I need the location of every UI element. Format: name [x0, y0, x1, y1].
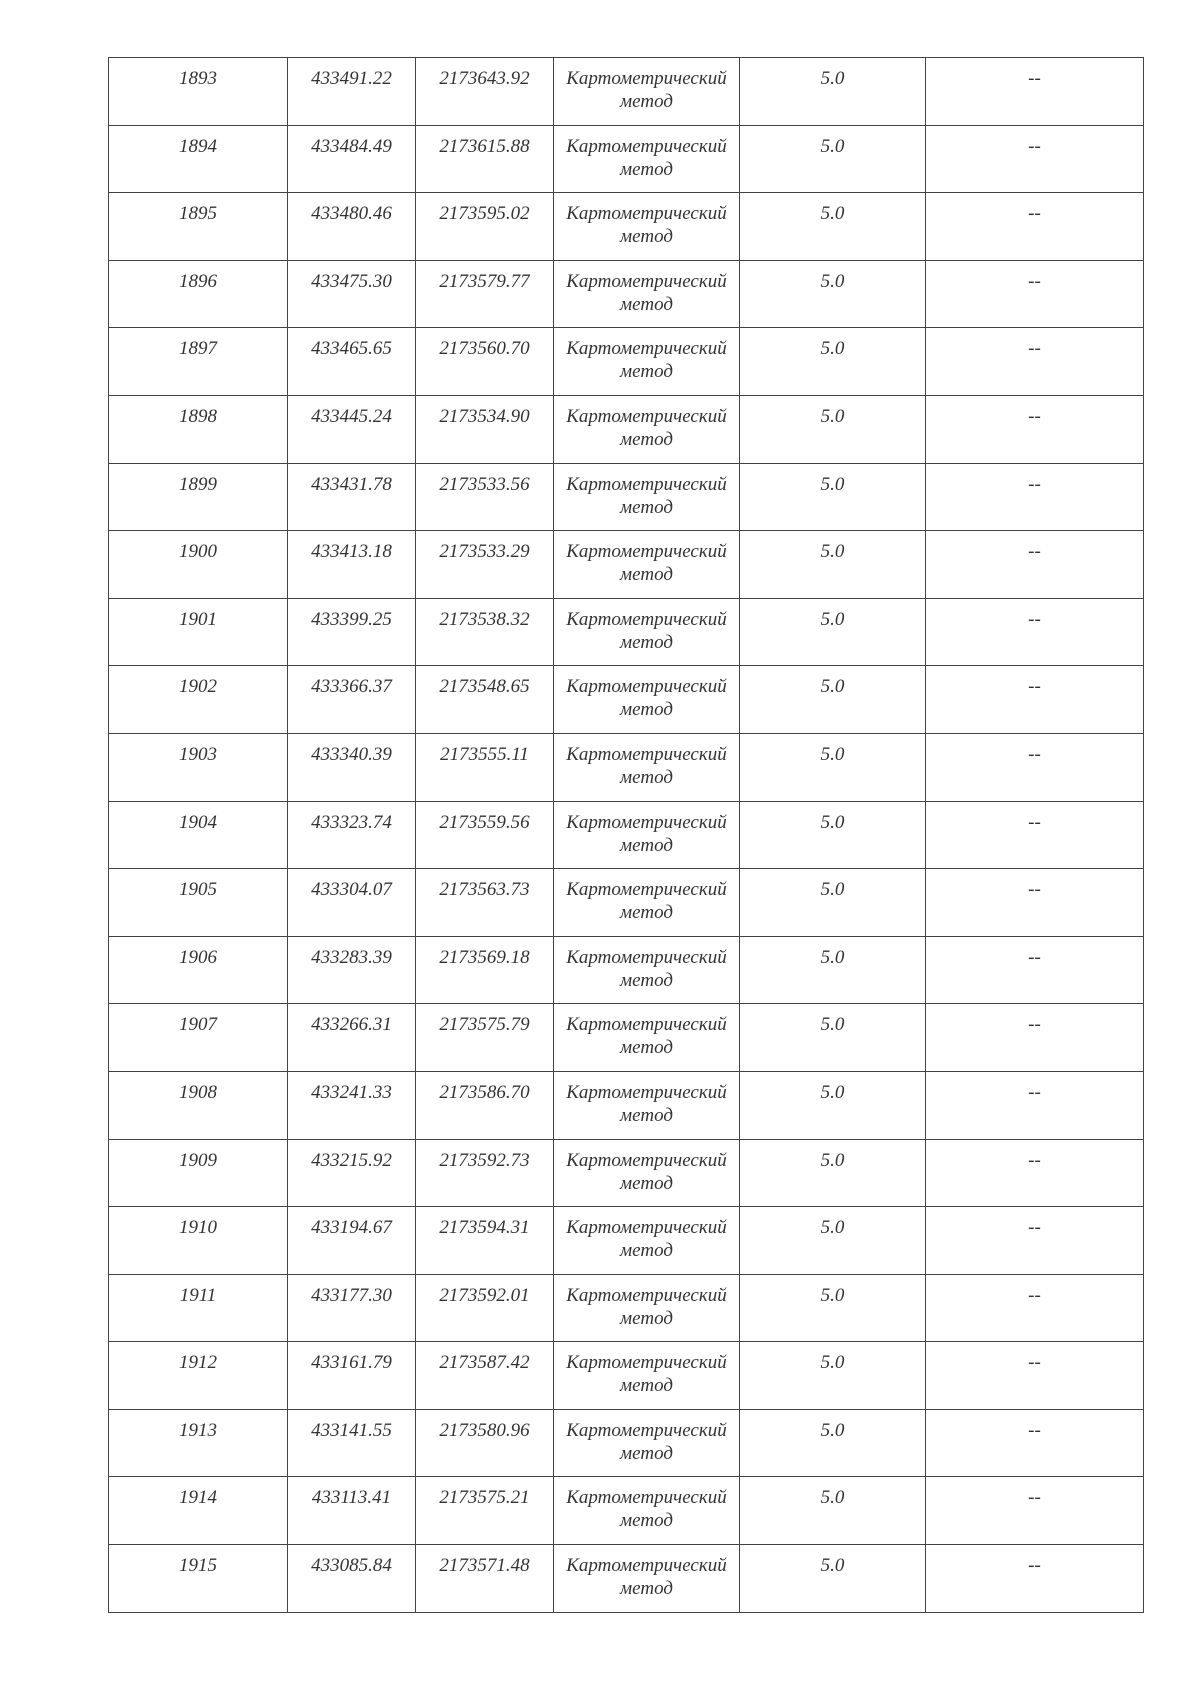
table-row — [109, 328, 1144, 396]
cell-accuracy: 5.0 — [740, 1545, 926, 1613]
cell-accuracy: 5.0 — [740, 58, 926, 126]
cell-x-coordinate: 433413.18 — [288, 531, 416, 599]
cell-point-number: 1905 — [109, 869, 288, 937]
cell-y-coordinate: 2173555.11 — [416, 733, 554, 801]
cell-accuracy: 5.0 — [740, 328, 926, 396]
table-row — [109, 869, 1144, 937]
cell-method: Картометрический метод — [554, 598, 740, 666]
table-row — [109, 733, 1144, 801]
cell-accuracy: 5.0 — [740, 1342, 926, 1410]
cell-point-number: 1902 — [109, 666, 288, 734]
cell-method: Картометрический метод — [554, 801, 740, 869]
cell-point-number: 1904 — [109, 801, 288, 869]
cell-note: -- — [926, 733, 1144, 801]
table-row — [109, 1545, 1144, 1613]
cell-method: Картометрический метод — [554, 733, 740, 801]
cell-y-coordinate: 2173580.96 — [416, 1409, 554, 1477]
cell-point-number: 1898 — [109, 395, 288, 463]
cell-note: -- — [926, 1004, 1144, 1072]
cell-y-coordinate: 2173586.70 — [416, 1071, 554, 1139]
cell-method: Картометрический метод — [554, 1274, 740, 1342]
table-row — [109, 598, 1144, 666]
cell-x-coordinate: 433366.37 — [288, 666, 416, 734]
cell-method: Картометрический метод — [554, 1477, 740, 1545]
cell-accuracy: 5.0 — [740, 598, 926, 666]
cell-note: -- — [926, 1274, 1144, 1342]
cell-note: -- — [926, 1409, 1144, 1477]
cell-y-coordinate: 2173594.31 — [416, 1207, 554, 1275]
cell-note: -- — [926, 1071, 1144, 1139]
cell-point-number: 1910 — [109, 1207, 288, 1275]
table-row — [109, 1207, 1144, 1275]
cell-note: -- — [926, 869, 1144, 937]
cell-method: Картометрический метод — [554, 58, 740, 126]
table-row — [109, 1477, 1144, 1545]
cell-note: -- — [926, 58, 1144, 126]
cell-accuracy: 5.0 — [740, 1409, 926, 1477]
cell-x-coordinate: 433161.79 — [288, 1342, 416, 1410]
cell-point-number: 1913 — [109, 1409, 288, 1477]
cell-x-coordinate: 433177.30 — [288, 1274, 416, 1342]
cell-point-number: 1906 — [109, 936, 288, 1004]
cell-x-coordinate: 433484.49 — [288, 125, 416, 193]
cell-method: Картометрический метод — [554, 1545, 740, 1613]
cell-y-coordinate: 2173592.73 — [416, 1139, 554, 1207]
table-row — [109, 395, 1144, 463]
cell-note: -- — [926, 1477, 1144, 1545]
cell-point-number: 1900 — [109, 531, 288, 599]
cell-method: Картометрический метод — [554, 1207, 740, 1275]
cell-y-coordinate: 2173587.42 — [416, 1342, 554, 1410]
cell-note: -- — [926, 1139, 1144, 1207]
cell-accuracy: 5.0 — [740, 125, 926, 193]
table-row — [109, 58, 1144, 126]
cell-note: -- — [926, 598, 1144, 666]
cell-method: Картометрический метод — [554, 666, 740, 734]
cell-y-coordinate: 2173615.88 — [416, 125, 554, 193]
cell-y-coordinate: 2173548.65 — [416, 666, 554, 734]
cell-method: Картометрический метод — [554, 1342, 740, 1410]
table-row — [109, 1409, 1144, 1477]
cell-x-coordinate: 433283.39 — [288, 936, 416, 1004]
cell-y-coordinate: 2173592.01 — [416, 1274, 554, 1342]
cell-point-number: 1893 — [109, 58, 288, 126]
table-row — [109, 936, 1144, 1004]
table-row — [109, 1071, 1144, 1139]
cell-note: -- — [926, 1545, 1144, 1613]
cell-y-coordinate: 2173575.21 — [416, 1477, 554, 1545]
cell-method: Картометрический метод — [554, 395, 740, 463]
cell-point-number: 1896 — [109, 260, 288, 328]
coordinates-table — [108, 57, 1144, 1613]
cell-accuracy: 5.0 — [740, 193, 926, 261]
cell-accuracy: 5.0 — [740, 666, 926, 734]
cell-point-number: 1899 — [109, 463, 288, 531]
cell-x-coordinate: 433340.39 — [288, 733, 416, 801]
cell-y-coordinate: 2173538.32 — [416, 598, 554, 666]
cell-x-coordinate: 433215.92 — [288, 1139, 416, 1207]
cell-y-coordinate: 2173575.79 — [416, 1004, 554, 1072]
cell-x-coordinate: 433085.84 — [288, 1545, 416, 1613]
cell-y-coordinate: 2173595.02 — [416, 193, 554, 261]
cell-point-number: 1911 — [109, 1274, 288, 1342]
cell-note: -- — [926, 260, 1144, 328]
cell-point-number: 1915 — [109, 1545, 288, 1613]
cell-y-coordinate: 2173560.70 — [416, 328, 554, 396]
cell-point-number: 1897 — [109, 328, 288, 396]
cell-accuracy: 5.0 — [740, 936, 926, 1004]
cell-point-number: 1909 — [109, 1139, 288, 1207]
table-row — [109, 801, 1144, 869]
cell-note: -- — [926, 328, 1144, 396]
cell-accuracy: 5.0 — [740, 260, 926, 328]
cell-point-number: 1894 — [109, 125, 288, 193]
cell-point-number: 1901 — [109, 598, 288, 666]
cell-method: Картометрический метод — [554, 193, 740, 261]
cell-note: -- — [926, 1207, 1144, 1275]
cell-method: Картометрический метод — [554, 125, 740, 193]
cell-x-coordinate: 433491.22 — [288, 58, 416, 126]
cell-x-coordinate: 433266.31 — [288, 1004, 416, 1072]
cell-x-coordinate: 433141.55 — [288, 1409, 416, 1477]
table-row — [109, 1342, 1144, 1410]
cell-y-coordinate: 2173533.29 — [416, 531, 554, 599]
cell-y-coordinate: 2173533.56 — [416, 463, 554, 531]
cell-y-coordinate: 2173571.48 — [416, 1545, 554, 1613]
cell-method: Картометрический метод — [554, 869, 740, 937]
cell-note: -- — [926, 125, 1144, 193]
cell-y-coordinate: 2173569.18 — [416, 936, 554, 1004]
cell-method: Картометрический метод — [554, 936, 740, 1004]
cell-method: Картометрический метод — [554, 1004, 740, 1072]
cell-x-coordinate: 433304.07 — [288, 869, 416, 937]
cell-accuracy: 5.0 — [740, 463, 926, 531]
cell-accuracy: 5.0 — [740, 869, 926, 937]
table-row — [109, 531, 1144, 599]
cell-point-number: 1914 — [109, 1477, 288, 1545]
cell-y-coordinate: 2173579.77 — [416, 260, 554, 328]
cell-note: -- — [926, 193, 1144, 261]
cell-y-coordinate: 2173559.56 — [416, 801, 554, 869]
cell-x-coordinate: 433241.33 — [288, 1071, 416, 1139]
coordinates-table-body — [109, 58, 1144, 1613]
cell-accuracy: 5.0 — [740, 1477, 926, 1545]
cell-note: -- — [926, 936, 1144, 1004]
cell-y-coordinate: 2173643.92 — [416, 58, 554, 126]
table-row — [109, 125, 1144, 193]
cell-x-coordinate: 433480.46 — [288, 193, 416, 261]
table-row — [109, 1139, 1144, 1207]
cell-accuracy: 5.0 — [740, 395, 926, 463]
cell-accuracy: 5.0 — [740, 1139, 926, 1207]
cell-x-coordinate: 433323.74 — [288, 801, 416, 869]
cell-accuracy: 5.0 — [740, 531, 926, 599]
cell-y-coordinate: 2173563.73 — [416, 869, 554, 937]
cell-x-coordinate: 433431.78 — [288, 463, 416, 531]
cell-method: Картометрический метод — [554, 260, 740, 328]
table-row — [109, 1004, 1144, 1072]
cell-point-number: 1907 — [109, 1004, 288, 1072]
cell-x-coordinate: 433445.24 — [288, 395, 416, 463]
cell-accuracy: 5.0 — [740, 1071, 926, 1139]
cell-note: -- — [926, 531, 1144, 599]
cell-y-coordinate: 2173534.90 — [416, 395, 554, 463]
cell-point-number: 1895 — [109, 193, 288, 261]
cell-note: -- — [926, 801, 1144, 869]
cell-accuracy: 5.0 — [740, 1004, 926, 1072]
table-row — [109, 193, 1144, 261]
cell-accuracy: 5.0 — [740, 733, 926, 801]
cell-method: Картометрический метод — [554, 463, 740, 531]
cell-point-number: 1908 — [109, 1071, 288, 1139]
cell-x-coordinate: 433399.25 — [288, 598, 416, 666]
cell-method: Картометрический метод — [554, 531, 740, 599]
table-row — [109, 1274, 1144, 1342]
table-row — [109, 666, 1144, 734]
cell-accuracy: 5.0 — [740, 801, 926, 869]
cell-x-coordinate: 433465.65 — [288, 328, 416, 396]
cell-method: Картометрический метод — [554, 1139, 740, 1207]
cell-accuracy: 5.0 — [740, 1274, 926, 1342]
cell-method: Картометрический метод — [554, 328, 740, 396]
cell-note: -- — [926, 463, 1144, 531]
cell-x-coordinate: 433194.67 — [288, 1207, 416, 1275]
cell-note: -- — [926, 395, 1144, 463]
cell-accuracy: 5.0 — [740, 1207, 926, 1275]
cell-method: Картометрический метод — [554, 1071, 740, 1139]
table-row — [109, 260, 1144, 328]
cell-x-coordinate: 433113.41 — [288, 1477, 416, 1545]
cell-point-number: 1912 — [109, 1342, 288, 1410]
cell-note: -- — [926, 666, 1144, 734]
cell-note: -- — [926, 1342, 1144, 1410]
cell-point-number: 1903 — [109, 733, 288, 801]
table-row — [109, 463, 1144, 531]
cell-x-coordinate: 433475.30 — [288, 260, 416, 328]
cell-method: Картометрический метод — [554, 1409, 740, 1477]
